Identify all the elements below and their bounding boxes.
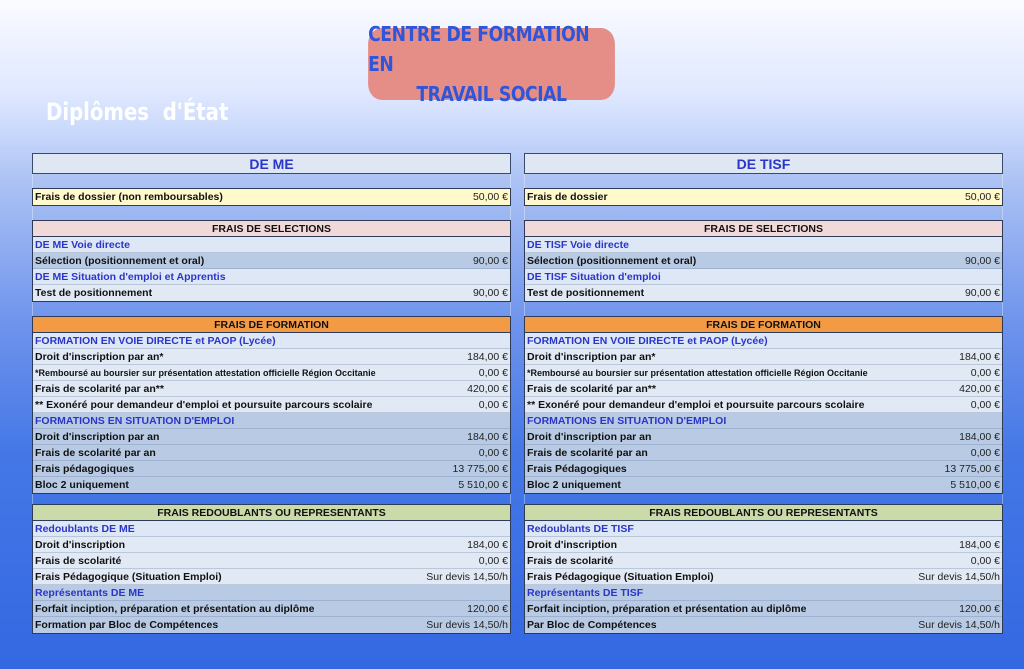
row-label: Frais Pédagogique (Situation Emploi) [35, 570, 222, 583]
row-label: Frais Pédagogique (Situation Emploi) [527, 570, 714, 583]
section-label: DE ME Voie directe [35, 238, 130, 251]
section-heading [33, 237, 510, 253]
row-label: Bloc 2 uniquement [527, 479, 621, 491]
dossier-block [524, 188, 1003, 206]
row-label: Frais de scolarité [527, 554, 614, 567]
row-label: Droit d'inscription par an [527, 430, 652, 443]
section-heading [33, 521, 510, 537]
row-label: ** Exonéré pour demandeur d'emploi et poursuite parcours scolaire [527, 398, 865, 411]
row-value: 0,00 € [970, 554, 1000, 567]
redoublants-block [524, 504, 1003, 634]
row-value: 120,00 € [467, 602, 508, 615]
formation-block [32, 316, 511, 494]
row-value: 0,00 € [478, 554, 508, 567]
section-heading [33, 413, 510, 429]
row-label: Bloc 2 uniquement [35, 479, 129, 491]
row-label: ** Exonéré pour demandeur d'emploi et poursuite parcours scolaire [35, 398, 373, 411]
table-row [33, 601, 510, 617]
row-value: 0,00 € [478, 366, 508, 379]
row-value: 184,00 € [959, 350, 1000, 363]
table-row [525, 461, 1002, 477]
row-value: 0,00 € [478, 398, 508, 411]
row-label: Frais de dossier (non remboursables) [35, 191, 223, 203]
table-row [33, 553, 510, 569]
row-value: 184,00 € [467, 430, 508, 443]
section-bar: FRAIS REDOUBLANTS OU REPRESENTANTS [525, 505, 1002, 521]
table-row [525, 381, 1002, 397]
section-label: FORMATION EN VOIE DIRECTE et PAOP (Lycée) [527, 334, 768, 347]
table-row [525, 477, 1002, 493]
section-bar: FRAIS DE SELECTIONS [525, 221, 1002, 237]
section-bar: FRAIS DE FORMATION [525, 317, 1002, 333]
section-label: DE ME Situation d'emploi et Apprentis [35, 270, 226, 283]
row-label: Test de positionnement [35, 287, 153, 299]
dossier-row [525, 189, 1002, 205]
table-row [33, 477, 510, 493]
dossier-block [32, 188, 511, 206]
row-label: Par Bloc de Compétences [527, 619, 657, 631]
row-label: Frais de scolarité par an** [527, 382, 656, 395]
panel-de-tisf [524, 153, 1003, 634]
section-heading [525, 521, 1002, 537]
row-value: Sur devis 14,50/h [426, 570, 508, 583]
panel-de-me [32, 153, 511, 634]
table-row [525, 253, 1002, 269]
row-label: Frais de dossier [527, 191, 608, 203]
row-label: Frais de scolarité par an** [35, 382, 164, 395]
row-value: 0,00 € [970, 398, 1000, 411]
section-label: DE TISF Situation d'emploi [527, 270, 661, 283]
row-value: 184,00 € [467, 538, 508, 551]
row-value: 90,00 € [472, 254, 508, 267]
page-subtitle: Diplômes d'État [46, 98, 229, 126]
row-label: Droit d'inscription par an* [35, 350, 164, 363]
redoublants-block [32, 504, 511, 634]
row-label: Formation par Bloc de Compétences [35, 619, 219, 631]
panel-title: DE ME [32, 153, 511, 174]
row-value: 0,00 € [970, 366, 1000, 379]
row-value: 0,00 € [970, 446, 1000, 459]
section-label: FORMATIONS EN SITUATION D'EMPLOI [35, 414, 235, 427]
table-row [33, 365, 510, 381]
table-row [525, 349, 1002, 365]
section-heading [33, 585, 510, 601]
row-label: Droit d'inscription [527, 538, 617, 551]
table-row [33, 461, 510, 477]
table-row [33, 445, 510, 461]
row-label: Sélection (positionnement et oral) [35, 254, 205, 267]
table-row [33, 569, 510, 585]
row-value: 184,00 € [467, 350, 508, 363]
table-row [33, 397, 510, 413]
row-value: 90,00 € [472, 287, 508, 299]
table-row [33, 429, 510, 445]
row-label: Forfait inciption, préparation et présentation au diplôme [35, 602, 315, 615]
row-label: *Remboursé au boursier sur présentation attestation officielle Région Occitanie [35, 367, 376, 378]
section-heading [33, 269, 510, 285]
row-label: Sélection (positionnement et oral) [527, 254, 697, 267]
section-label: Redoublants DE ME [35, 522, 135, 535]
table-row [525, 285, 1002, 301]
row-label: *Remboursé au boursier sur présentation attestation officielle Région Occitanie [527, 367, 868, 378]
row-value: 50,00 € [964, 191, 1000, 203]
row-label: Test de positionnement [527, 287, 645, 299]
row-label: Frais Pédagogiques [527, 462, 627, 475]
section-heading [525, 333, 1002, 349]
table-row [525, 569, 1002, 585]
row-value: 90,00 € [964, 287, 1000, 299]
row-value: 420,00 € [959, 382, 1000, 395]
table-row [525, 553, 1002, 569]
section-heading [525, 237, 1002, 253]
title-badge [368, 22, 615, 106]
table-row [525, 601, 1002, 617]
section-label: Représentants DE ME [35, 586, 145, 599]
row-value: 420,00 € [467, 382, 508, 395]
table-row [525, 365, 1002, 381]
section-heading [525, 269, 1002, 285]
table-row [33, 285, 510, 301]
section-label: FORMATION EN VOIE DIRECTE et PAOP (Lycée) [35, 334, 276, 347]
row-value: 5 510,00 € [950, 479, 1000, 491]
row-value: 90,00 € [964, 254, 1000, 267]
row-value: Sur devis 14,50/h [918, 570, 1000, 583]
table-row [525, 429, 1002, 445]
section-label: FORMATIONS EN SITUATION D'EMPLOI [527, 414, 727, 427]
row-value: 120,00 € [959, 602, 1000, 615]
row-value: Sur devis 14,50/h [918, 619, 1000, 631]
selections-block [32, 220, 511, 302]
row-value: 184,00 € [959, 538, 1000, 551]
row-label: Forfait inciption, préparation et présentation au diplôme [527, 602, 807, 615]
row-value: 13 775,00 € [452, 462, 508, 475]
title-line-1: CENTRE DE FORMATION EN [368, 22, 590, 76]
table-row [525, 537, 1002, 553]
row-value: Sur devis 14,50/h [426, 619, 508, 631]
table-row [33, 253, 510, 269]
row-label: Frais de scolarité [35, 554, 122, 567]
table-row [33, 381, 510, 397]
row-label: Frais pédagogiques [35, 462, 135, 475]
row-value: 50,00 € [472, 191, 508, 203]
section-label: Redoublants DE TISF [527, 522, 634, 535]
row-label: Frais de scolarité par an [35, 446, 156, 459]
selections-block [524, 220, 1003, 302]
table-row [33, 537, 510, 553]
formation-block [524, 316, 1003, 494]
section-heading [525, 585, 1002, 601]
table-row [525, 397, 1002, 413]
row-label: Droit d'inscription par an* [527, 350, 656, 363]
table-row [525, 445, 1002, 461]
section-bar: FRAIS REDOUBLANTS OU REPRESENTANTS [33, 505, 510, 521]
row-label: Frais de scolarité par an [527, 446, 648, 459]
table-row [525, 617, 1002, 633]
row-value: 5 510,00 € [458, 479, 508, 491]
row-label: Droit d'inscription [35, 538, 125, 551]
section-label: DE TISF Voie directe [527, 238, 629, 251]
table-row [33, 349, 510, 365]
dossier-row [33, 189, 510, 205]
section-bar: FRAIS DE SELECTIONS [33, 221, 510, 237]
panel-title: DE TISF [524, 153, 1003, 174]
section-bar: FRAIS DE FORMATION [33, 317, 510, 333]
row-value: 184,00 € [959, 430, 1000, 443]
section-heading [525, 413, 1002, 429]
section-label: Représentants DE TISF [527, 586, 644, 599]
title-line-2: TRAVAIL SOCIAL [416, 82, 567, 106]
row-label: Droit d'inscription par an [35, 430, 160, 443]
row-value: 13 775,00 € [944, 462, 1000, 475]
row-value: 0,00 € [478, 446, 508, 459]
section-heading [33, 333, 510, 349]
table-row [33, 617, 510, 633]
